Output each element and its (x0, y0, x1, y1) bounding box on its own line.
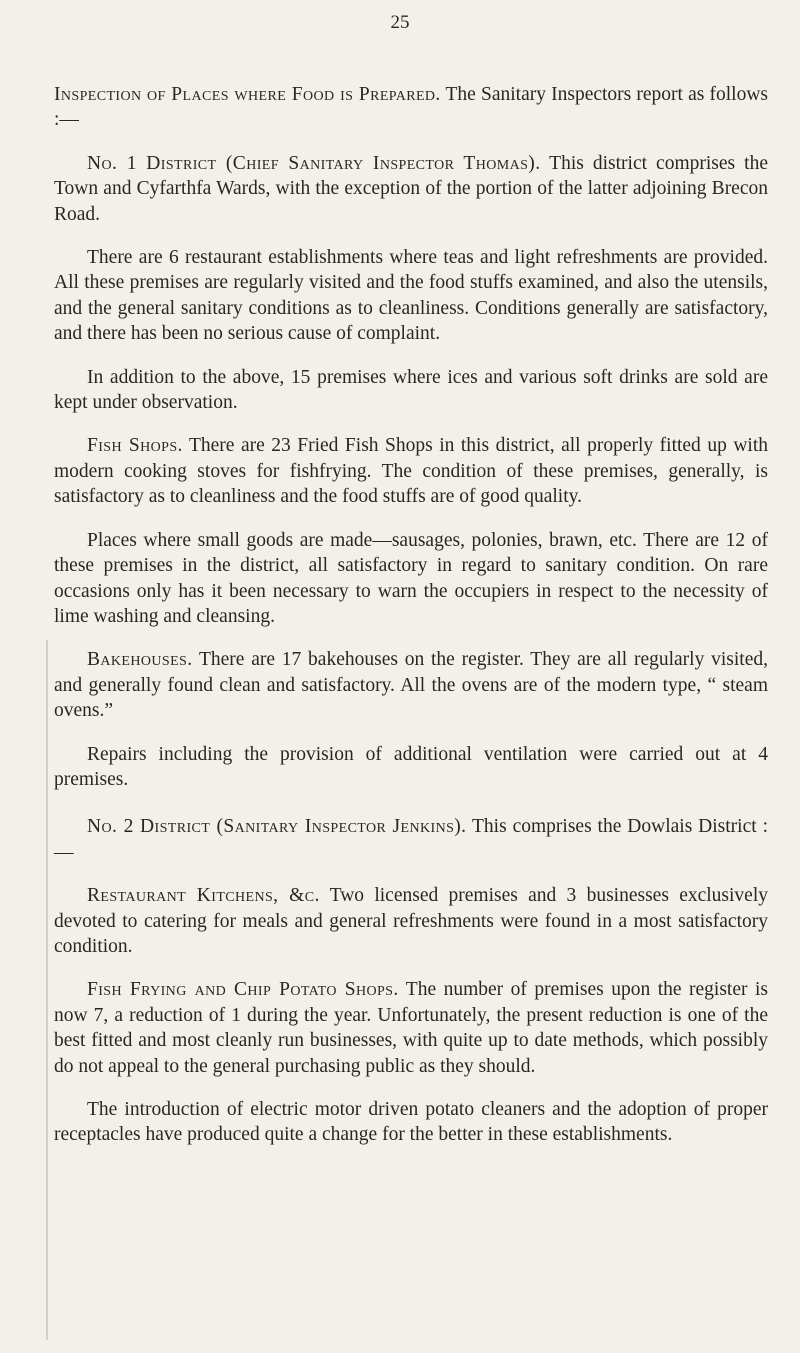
section-heading: Bakehouses. (87, 649, 193, 671)
section-heading: Inspection of Places where Food is Prepared. (54, 84, 441, 105)
paragraph-ices (54, 365, 768, 416)
section-heading: Fish Frying and Chip Potato Shops. (87, 979, 399, 1001)
section-heading: Fish Shops. (87, 435, 183, 457)
paragraph-text: This district comprises the Town and Cyfarthfa Wards, with the exception of the portion of the latter adjoining Brecon Road. (54, 152, 768, 225)
section-heading: No. 1 District (Chief Sanitary Inspector Thomas). (87, 152, 541, 174)
paragraph-intro (54, 82, 768, 133)
paragraph-restaurants (54, 245, 768, 347)
paragraph-text: In addition to the above, 15 premises where ices and various soft drinks are sold are kept under observation. (54, 366, 768, 414)
paragraph-district-1 (54, 151, 768, 227)
paragraph-repairs (54, 742, 768, 793)
paragraph-restaurant-kitchens (54, 883, 768, 959)
paragraph-text: Places where small goods are made—sausages, polonies, brawn, etc. There are 12 of these premises in the district, all satisfactory in regard to sanitary condition. On rare occasions only has it been necessary to warn the occupiers in respect to the necessity of lime washing and cleansing. (54, 529, 768, 627)
paragraph-text: The introduction of electric motor driven potato cleaners and the adoption of proper receptacles have produced quite a change for the better in these establishments. (54, 1099, 768, 1146)
binding-edge-shadow (46, 640, 48, 1340)
section-heading: Restaurant Kitchens, &c. (87, 885, 320, 907)
paragraph-text: Two licensed premises and 3 businesses exclusively devoted to catering for meals and general refreshments were found in a most satisfactory condition. (54, 885, 769, 957)
paragraph-text: The Sanitary Inspectors report as follows :— (54, 84, 769, 131)
paragraph-text: This comprises the Dowlais District :— (54, 816, 768, 863)
paragraph-fish-frying (54, 977, 768, 1079)
page-number: 25 (390, 12, 410, 33)
paragraph-text: There are 17 bakehouses on the register. They are all regularly visited, and generally found clean and satisfactory. All the ovens are of the modern type, “ steam ovens.” (54, 649, 768, 722)
section-heading: No. 2 District (Sanitary Inspector Jenkins). (87, 816, 467, 838)
document-body (54, 82, 768, 1166)
paragraph-bakehouses (54, 647, 768, 723)
paragraph-small-goods (54, 528, 768, 630)
paragraph-text: There are 6 restaurant establishments where teas and light refreshments are provided. All these premises are regularly visited and the food stuffs examined, and also the utensils, and the general sanitary conditions as to cleanliness. Conditions generally are satisfactory, and there has been no serious cause of complaint. (54, 247, 768, 345)
paragraph-text: There are 23 Fried Fish Shops in this district, all properly fitted up with modern cooking stoves for fishfrying. The condition of these premises, generally, is satisfactory as to cleanliness and the food stuffs are of good quality. (54, 435, 768, 508)
paragraph-fish-shops (54, 433, 768, 509)
paragraph-district-2 (54, 814, 768, 865)
paragraph-text: The number of premises upon the register is now 7, a reduction of 1 during the year. Unfortunately, the present reduction is one of the best fitted and most cleanly run businesses, with quite up to date methods, which possibly do not appeal to the general purchasing public as they should. (54, 979, 768, 1077)
paragraph-potato-cleaners (54, 1097, 768, 1148)
paragraph-text: Repairs including the provision of additional ventilation were carried out at 4 premises. (54, 743, 768, 790)
